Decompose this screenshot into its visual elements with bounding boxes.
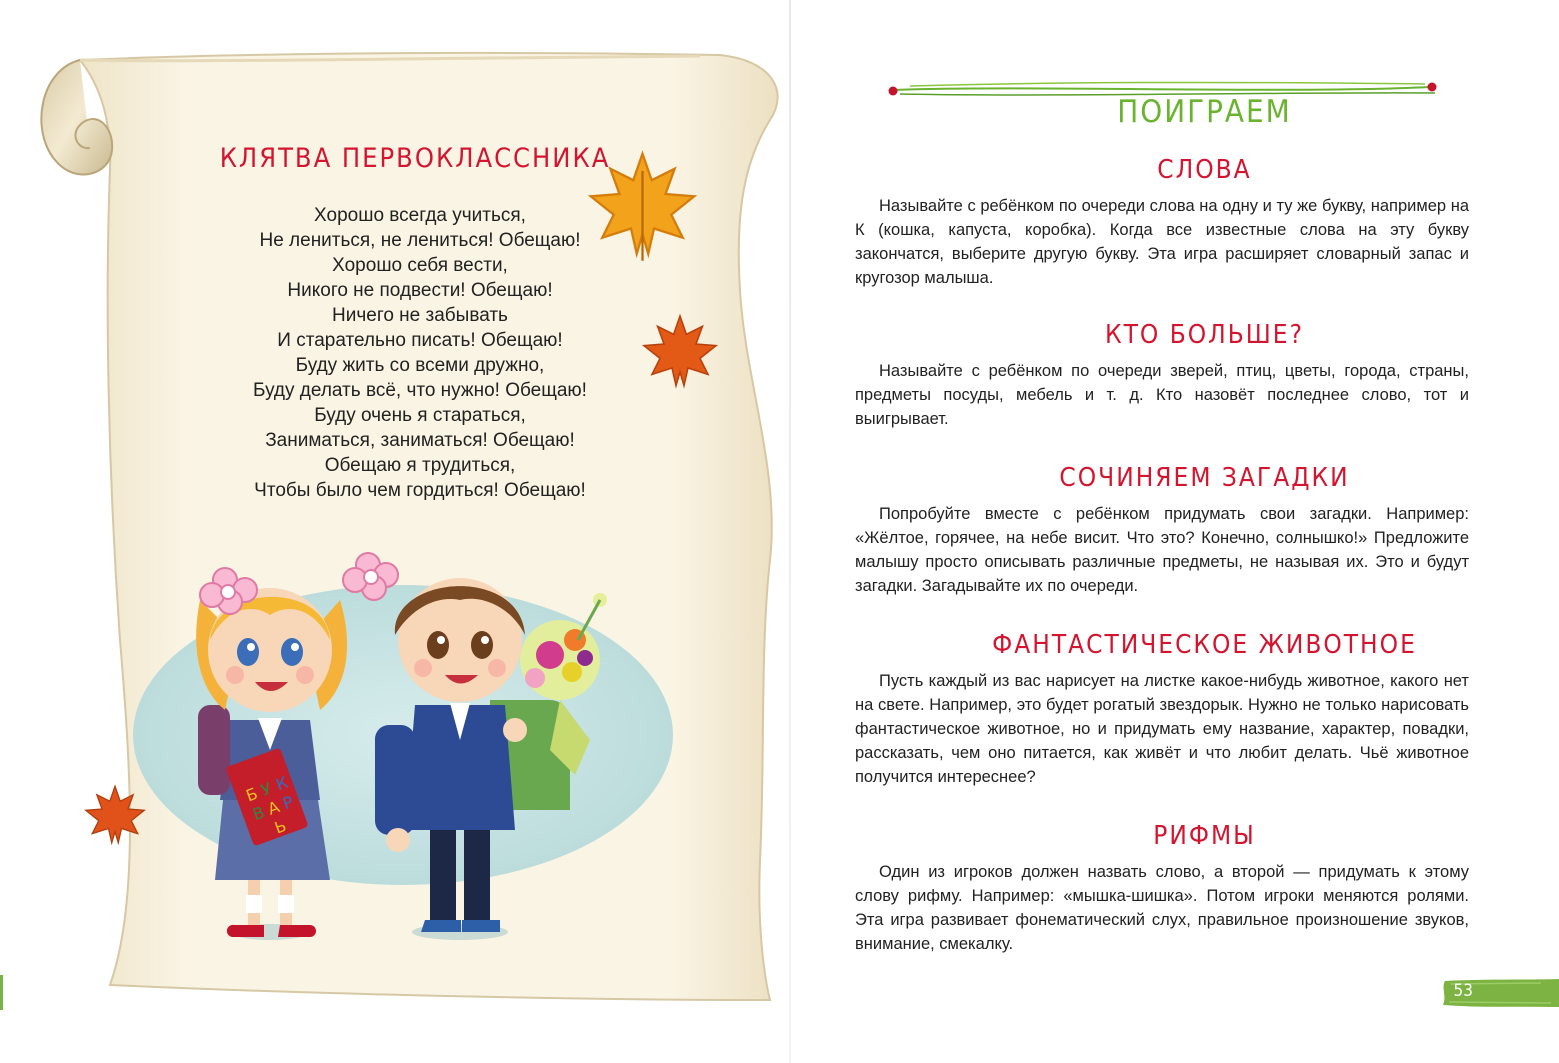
hair-bow-right xyxy=(343,553,398,600)
rule-dot-right xyxy=(1428,83,1437,92)
poem-line: Заниматься, заниматься! Обещаю! xyxy=(265,430,575,451)
poem-line: Буду делать всё, что нужно! Обещаю! xyxy=(253,380,587,401)
poem-line: Хорошо всегда учиться, xyxy=(314,205,526,226)
poem-line: И старательно писать! Обещаю! xyxy=(277,330,563,351)
main-heading: ПОИГРАЕМ xyxy=(1117,94,1292,130)
section-text-fantastic-animal: Пусть каждый из вас нарисует на листке какое-нибудь животное, какого нет на свете. Например, это будет рогатый звездорык. Нужно не только нарисовать фантастическое животное, но и придумать ему название, характер, повадки, рассказать, чем оно питается, как живёт и что любит делать. Чьё животное получится интереснее? xyxy=(855,672,1469,786)
page-edge-mark xyxy=(0,975,3,1010)
girl-figure xyxy=(196,553,398,940)
book-letter: Ь xyxy=(272,815,289,838)
schoolchildren-illustration xyxy=(130,540,620,960)
right-page xyxy=(790,0,1559,1063)
poem-line: Хорошо себя вести, xyxy=(332,255,508,276)
section-heading-rhymes: РИФМЫ xyxy=(1153,821,1256,851)
section-text-rhymes: Один из игроков должен назвать слово, а второй — придумать к этому слову рифму. Например: «мышка-шишка». Потом игроки меняются ролями. Эта игра развивает фонематический слух, правильное произношение звуков, внимание, смекалку. xyxy=(855,863,1469,953)
poem xyxy=(160,203,680,503)
poem-line: Не лениться, не лениться! Обещаю! xyxy=(259,230,581,251)
book-letter: У xyxy=(258,778,275,800)
section-text-words: Называйте с ребёнком по очереди слова на одну и ту же букву, например на К (кошка, капуста, коробка). Когда все известные слова на эту букву закончатся, выберите другую букву. Эта игра расширяет словарный запас и кругозор малыша. xyxy=(855,197,1469,287)
book-letter: В xyxy=(250,802,267,825)
book-letter: К xyxy=(273,772,291,795)
poem-line: Ничего не забывать xyxy=(332,305,508,326)
poem-line: Чтобы было чем гордиться! Обещаю! xyxy=(254,480,586,501)
poem-line: Буду очень я стараться, xyxy=(314,405,526,426)
section-text-who-more: Называйте с ребёнком по очереди зверей, птиц, цветы, города, страны, предметы посуды, мебель и т. д. Кто назовёт последнее слово, тот и выигрывает. xyxy=(855,362,1469,428)
oath-title: КЛЯТВА ПЕРВОКЛАССНИКА xyxy=(219,143,611,174)
book-letter: Б xyxy=(243,783,261,806)
poem-line: Никого не подвести! Обещаю! xyxy=(287,280,553,301)
poem-line: Буду жить со всеми дружно, xyxy=(295,355,545,376)
section-heading-fantastic-animal: ФАНТАСТИЧЕСКОЕ ЖИВОТНОЕ xyxy=(992,630,1417,660)
section-heading-who-more: КТО БОЛЬШЕ? xyxy=(1104,320,1305,350)
section-heading-words: СЛОВА xyxy=(1157,155,1252,185)
book-letter: Р xyxy=(280,792,296,814)
book-letter: А xyxy=(265,797,282,819)
section-text-riddles: Попробуйте вместе с ребёнком придумать свои загадки. Например: «Жёлтое, горячее, на небе висит. Что это? Конечно, солнышко!» Предложите малышу просто описывать различные предметы, не называя их. Это и будут загадки. Загадывайте их по очереди. xyxy=(855,505,1469,595)
section-heading-riddles: СОЧИНЯЕМ ЗАГАДКИ xyxy=(1059,463,1350,493)
page-number: 53 xyxy=(1453,981,1473,1001)
poem-line: Обещаю я трудиться, xyxy=(324,455,516,476)
